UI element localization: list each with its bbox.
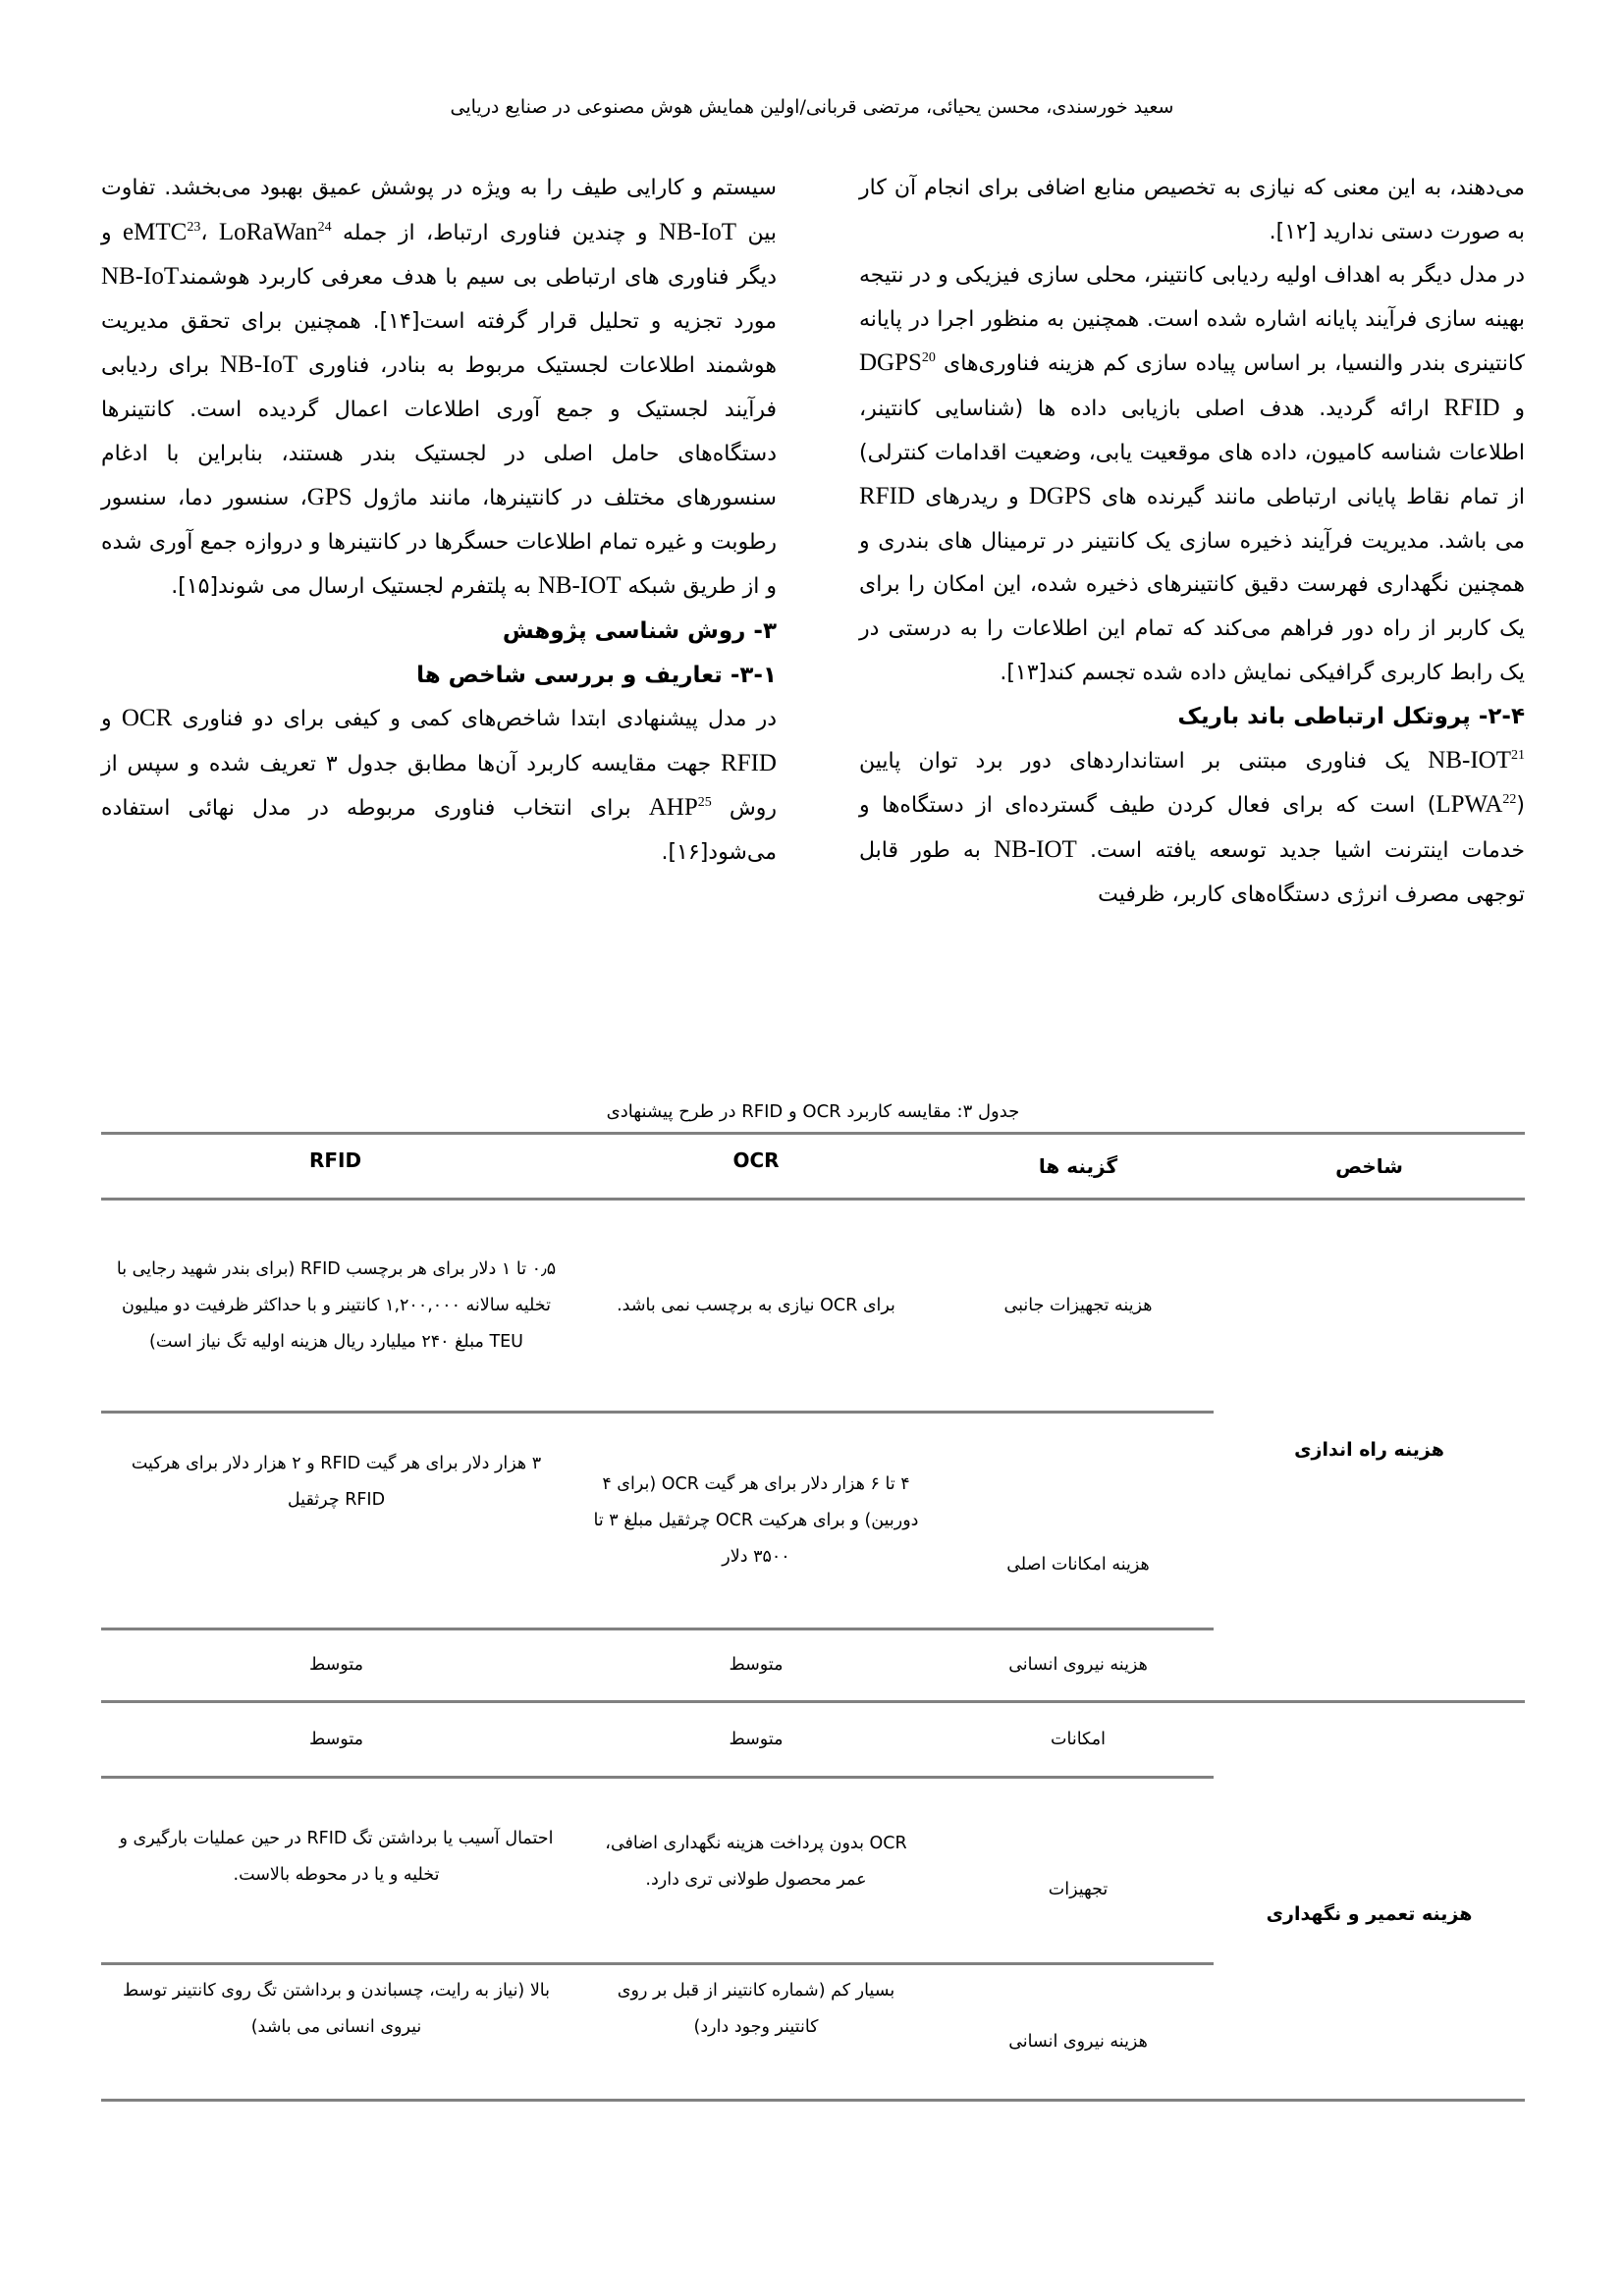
term-ahp: AHP: [648, 794, 698, 822]
term-rfid: RFID: [1443, 394, 1500, 421]
paragraph: در مدل پیشنهادی ابتدا شاخص‌های کمی و کیفی برای دو فناوری OCR و RFID جهت مقایسه کاربرد آن‌ها مطابق جدول ۳ تعریف شده و سپس از روش AHP$^{25}$ برای انتخاب فناوری مربوطه در مدل نهائی استفاده می‌شود[۱۶].: [101, 705, 777, 865]
table-cell-ocr: بسیار کم (شماره کانتینر از قبل بر روی کانتینر وجود دارد): [617, 1981, 895, 2037]
term-nbiot: NB-IoT: [101, 263, 180, 291]
term-nbiot: NB-IOT: [1428, 746, 1511, 774]
table-cell-option: هزینه نیروی انسانی: [1008, 1655, 1148, 1675]
table-cell-ocr: متوسط: [729, 1655, 784, 1675]
footnote-ref: 22: [1502, 792, 1517, 808]
table-caption: جدول ۳: مقایسه کاربرد OCR و RFID در طرح پیشنهادی: [606, 1101, 1020, 1122]
table-cell-option: هزینه نیروی انسانی: [1008, 2031, 1148, 2052]
term-dgps: DGPS: [1028, 483, 1092, 510]
footnote-ref: 20: [921, 350, 936, 366]
term-dgps: DGPS: [859, 349, 922, 377]
paragraph: در مدل دیگر به اهداف اولیه ردیابی کانتینر، محلی سازی فیزیکی و در نتیجه بهینه سازی فرآیند پایانه اشاره شده است. همچنین به منظور اجرا در پایانه کانتینری بندر والنسیا، بر اساس پیاده سازی کم هزینه فناوری‌های DGPS$^{20}$ و RFID ارائه گردید. هدف اصلی بازیابی داده ها (شناسایی کانتینر، اطلاعات شناسه کامیون، داده های موقعیت یابی، وضعیت اقدامات کنترلی) از تمام نقاط پایانی ارتباطی مانند گیرنده های DGPS و ریدرهای RFID می باشد. مدیریت فرآیند ذخیره سازی یک کانتینر در ترمینال های بندری و همچنین نگهداری فهرست دقیق کانتینرهای ذخیره شده، این امکان را برای یک کاربر از راه دور فراهم می‌کند که تمام این اطلاعات را به درستی در یک رابط کاربری گرافیکی نمایش داده شده تجسم کند[۱۳].: [859, 263, 1526, 685]
table-cell-rfid: متوسط: [309, 1729, 363, 1749]
paragraph: می‌دهند، به این معنی که نیازی به تخصیص منابع اضافی برای انجام آن کار به صورت دستی ندارید [۱۲].: [859, 176, 1525, 244]
footnote-ref: 25: [697, 795, 712, 811]
table-header-rfid: RFID: [308, 1148, 362, 1172]
table-cell-option: تجهیزات: [1048, 1879, 1109, 1899]
term-lorawan: LoRaWan: [218, 218, 318, 245]
table-cell-option: هزینه امکانات اصلی: [1006, 1554, 1150, 1575]
term-nbiot: NB-IoT: [219, 351, 298, 379]
table-header-criterion: شاخص: [1335, 1153, 1403, 1178]
term-gps: GPS: [306, 484, 352, 511]
section-heading-2-4: ۲-۴- پروتکل ارتباطی باند باریک: [1177, 704, 1525, 730]
table-cell-rfid: ۳ هزار دلار برای هر گیت RFID و ۲ هزار دلار برای هرکیت RFID چرثقیل: [131, 1454, 542, 1510]
footnote-ref: 24: [317, 219, 332, 235]
term-ocr: OCR: [121, 705, 173, 732]
term-rfid: RFID: [721, 749, 777, 776]
table-cell-ocr: ۴ تا ۶ هزار دلار برای هر گیت OCR (برای ۴ دوربین) و برای هرکیت OCR چرثقیل مبلغ ۳ تا ۳۵۰۰ دلار: [593, 1473, 919, 1567]
right-column: [859, 167, 1525, 917]
term-lpwa: LPWA: [1435, 791, 1503, 819]
section-heading-3: ۳- روش شناسی پژوهش: [502, 617, 777, 644]
table-header-options: گزینه ها: [1038, 1153, 1118, 1178]
table-cell-ocr: متوسط: [729, 1729, 784, 1749]
table-group-maintenance-cost: هزینه تعمیر و نگهداری: [1266, 1902, 1473, 1925]
table-header-ocr: OCR: [732, 1148, 780, 1172]
table-cell-rfid: احتمال آسیب یا برداشتن تگ RFID در حین عملیات بارگیری و تخلیه و یا در محوطه بالاست.: [119, 1829, 554, 1885]
table-cell-rfid: ۰٫۵ تا ۱ دلار برای هر برچسب RFID (برای بندر شهید رجایی با تخلیه سالانه ۱,۲۰۰,۰۰۰ کانتینر و با حداکثر ظرفیت دو میلیون TEU مبلغ ۲۴۰ میلیارد ریال هزینه اولیه تگ نیاز است): [116, 1258, 557, 1352]
table-cell-ocr: برای OCR نیازی به برچسب نمی باشد.: [617, 1295, 895, 1315]
paragraph: سیستم و کارایی طیف را به ویژه در پوشش عمیق بهبود می‌بخشد. تفاوت بین NB-IoT و چندین فناوری ارتباط، از جمله eMTC$^{23}$، LoRaWan$^{24}$ و دیگر فناوری های ارتباطی بی سیم با هدف معرفی کاربرد هوشمندNB-IoT مورد تجزیه و تحلیل قرار گرفته است[۱۴]. همچنین برای تحقق مدیریت هوشمند اطلاعات لجستیک مربوط به بنادر، فناوری NB-IoT برای ردیابی فرآیند لجستیک و جمع آوری اطلاعات اعمال گردیده است. کانتینرها دستگاه‌های حامل اصلی در لجستیک بندر هستند، بنابراین با ادغام سنسورهای مختلف در کانتینرها، مانند ماژول GPS، سنسور دما، سنسور رطوبت و غیره تمام اطلاعات حسگرها در کانتینرها و دروازه جمع آوری شده و از طریق شبکه NB-IOT به پلتفرم لجستیک ارسال می شوند[۱۵].: [101, 176, 778, 600]
table-cell-rfid: متوسط: [309, 1655, 363, 1675]
running-header: سعید خورسندی، محسن یحیائی، مرتضی قربانی/اولین همایش هوش مصنوعی در صنایع دریایی: [450, 96, 1174, 118]
term-emtc: eMTC: [123, 218, 188, 245]
table-bottom-rule: [101, 2099, 1525, 2102]
table-cell-option: امکانات: [1051, 1729, 1106, 1749]
table-group-setup-cost: هزینه راه اندازی: [1294, 1439, 1444, 1461]
footnote-ref: 21: [1511, 747, 1525, 763]
term-nbiot: NB-IoT: [658, 218, 737, 245]
paragraph: NB-IOT$^{21}$ یک فناوری مبتنی بر استانداردهای دور برد توان پایین (LPWA$^{22}$) است که برای فعال کردن طیف گسترده‌ای از دستگاه‌ها و خدمات اینترنت اشیا جدید توسعه یافته است. NB-IOT به طور قابل توجهی مصرف انرژی دستگاه‌های کاربر، ظرفیت: [859, 746, 1525, 907]
term-nbiot: NB-IOT: [994, 835, 1077, 863]
term-nbiot: NB-IOT: [537, 572, 622, 600]
footnote-ref: 23: [187, 219, 201, 235]
section-heading-3-1: ۳-۱- تعاریف و بررسی شاخص ها: [416, 662, 777, 688]
term-rfid: RFID: [859, 483, 915, 510]
table-cell-rfid: بالا (نیاز به رایت، چسباندن و برداشتن تگ روی کانتینر توسط نیروی انسانی می باشد): [122, 1981, 551, 2037]
left-column: [101, 167, 777, 876]
table-cell-option: هزینه تجهیزات جانبی: [1003, 1295, 1153, 1315]
table-cell-ocr: OCR بدون پرداخت هزینه نگهداری اضافی، عمر محصول طولانی تری دارد.: [605, 1834, 907, 1890]
